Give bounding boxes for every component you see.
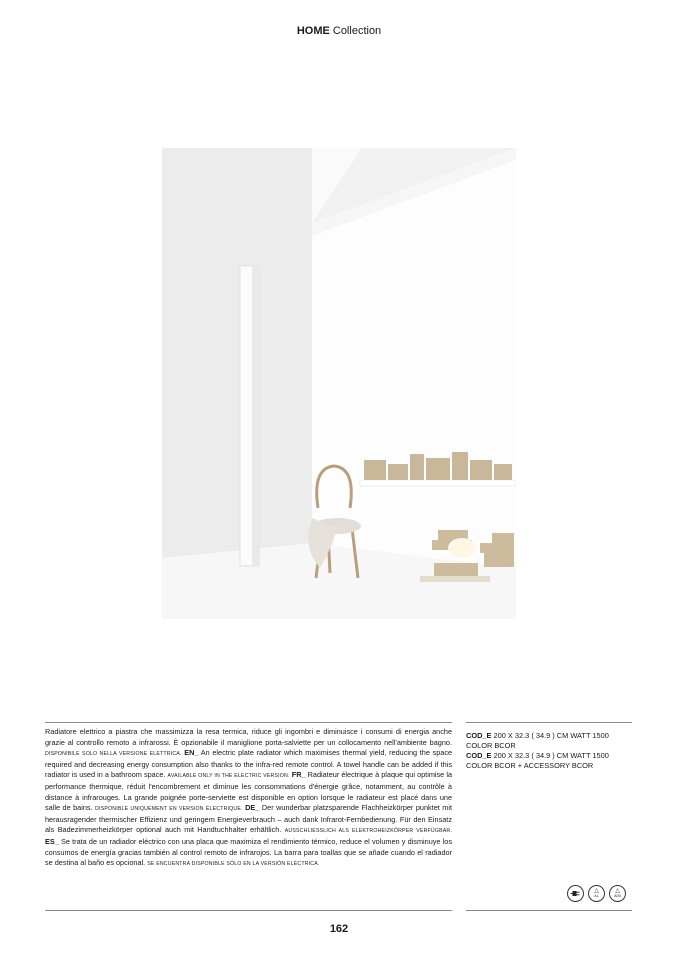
codes-rule xyxy=(466,722,632,723)
page-number: 162 xyxy=(329,923,349,935)
certification-icons xyxy=(567,885,626,902)
page-header xyxy=(0,25,678,37)
aisi-recycle-icon xyxy=(609,885,626,902)
header-brand: HOME xyxy=(296,25,330,37)
code-entry xyxy=(466,731,636,751)
description-it: Radiatore elettrico a piastra che massimizza la resa termica, riduce gli ingombri e diminuisce i consumi di energia anche grazie al controllo remoto a infrarossi. È opzionabile il maniglione porta-salviette per un collocamento nell'ambiente bagno. xyxy=(45,727,452,747)
code-color: COLOR BCOR xyxy=(466,741,516,750)
description-en: An electric plate radiator which maximises thermal yield, reducing the space required and decreasing energy consumption also thanks to the infra-red remote control. A towel handle can be added if this radiator is used in a bathroom space. xyxy=(45,748,453,780)
description-de: Der wunderbar platzsparende Flachheizkörper punktet mit herausragender thermischer Effizienz und geringem Energieverbrauch – auch dank Infrarot-Fernbedienung. Für den Einsatz als Badezimmerheizkörper optional auch mit Handtuchhalter erhältlich. xyxy=(45,803,453,835)
code-entry xyxy=(466,751,636,771)
product-description xyxy=(45,727,452,870)
product-codes xyxy=(466,731,636,771)
label-de: DE_ xyxy=(245,803,260,813)
codes-bottom-rule xyxy=(466,910,632,911)
aisi-label: AISI xyxy=(614,893,621,898)
al-recycle-icon xyxy=(588,885,605,902)
electric-plug-icon xyxy=(567,885,584,902)
description-fr: Radiateur électrique à plaque qui optimise la performance thermique, réduit l'encombrement et diminue les consommations d'énergie grâce, notamment, au contrôle à distance à infrarouges. La grande poignée porte-serviette est disponible en option lorsque le radiateur est placé dans une salle de bains. xyxy=(45,770,453,813)
recycle-icon: △ xyxy=(594,887,599,894)
label-es: ES_ xyxy=(45,836,59,846)
description-bottom-rule xyxy=(45,910,452,911)
code-color: COLOR BCOR + ACCESSORY BCOR xyxy=(466,761,594,770)
description-es: Se trata de un radiador eléctrico con una placa que maximiza el rendimiento térmico, reduce el volumen y disminuye los consumos de energía gracias también al control remoto de infrarojos. La barra para toallas que se añade cuando el radiador se destina al baño es opcional. xyxy=(45,836,452,868)
header-title: Collection xyxy=(332,25,382,37)
label-fr: FR_ xyxy=(291,770,306,780)
description-en-note: AVAILABLE ONLY IN THE ELECTRIC VERSION. xyxy=(167,773,290,780)
description-it-note: DISPONIBILE SOLO NELLA VERSIONE ELETTRICA. xyxy=(45,751,182,758)
recycle-icon: △ xyxy=(615,887,620,894)
description-de-note: AUSSCHLIESSLICH ALS ELEKTROHEIZKÖRPER VERFÜGBAR. xyxy=(284,828,453,835)
description-es-note: SE ENCUENTRA DISPONIBLE SÓLO EN LA VERSIÓN ELÉCTRICA. xyxy=(147,861,320,868)
code-label: COD_E xyxy=(466,751,492,760)
description-rule xyxy=(45,722,452,723)
al-label: AL xyxy=(594,893,599,898)
code-spec: 200 X 32.3 ( 34.9 ) CM WATT 1500 xyxy=(493,751,609,760)
code-label: COD_E xyxy=(466,731,492,740)
label-en: EN_ xyxy=(184,748,199,758)
product-photo xyxy=(162,148,516,619)
description-fr-note: DISPONIBLE UNIQUEMENT EN VERSION ÉLECTRIQUE. xyxy=(95,806,243,813)
code-spec: 200 X 32.3 ( 34.9 ) CM WATT 1500 xyxy=(493,731,609,740)
